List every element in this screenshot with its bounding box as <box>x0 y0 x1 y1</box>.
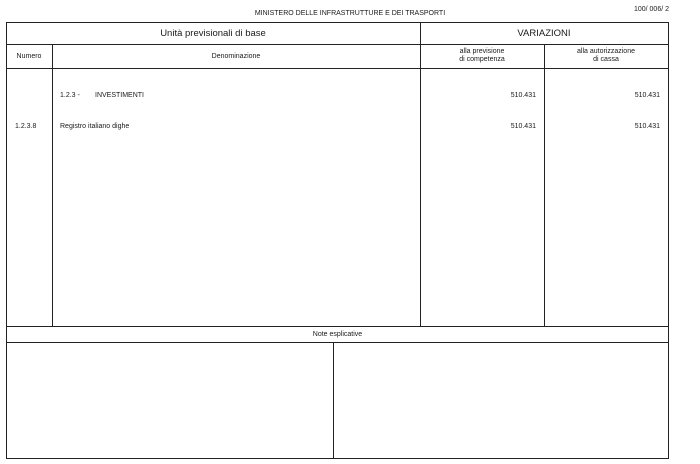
col-header-numero: Numero <box>16 53 42 60</box>
col-header-denominazione: Denominazione <box>211 53 261 60</box>
row-cassa: 510.431 <box>634 123 660 130</box>
notes-left-panel <box>7 343 333 458</box>
col-header-competenza: alla previsione di competenza <box>459 48 505 63</box>
group-header-unita: Unità previsionali di base <box>160 28 266 39</box>
row-cassa: 510.431 <box>634 92 660 99</box>
notes-title: Note esplicative <box>312 331 363 338</box>
row-competenza: 510.431 <box>510 92 536 99</box>
page-code: 100/ 006/ 2 <box>633 6 669 13</box>
ministry-title: MINISTERO DELLE INFRASTRUTTURE E DEI TRASPORTI <box>254 10 446 17</box>
row-competenza: 510.431 <box>510 123 536 130</box>
notes-right-panel <box>334 343 668 458</box>
row-denominazione: Registro italiano dighe <box>60 123 130 130</box>
row-denominazione: INVESTIMENTI <box>95 92 145 99</box>
row-numero: 1.2.3.8 <box>15 123 37 130</box>
row-code: 1.2.3 - <box>60 92 80 99</box>
col-header-cassa: alla autorizzazione di cassa <box>577 48 635 63</box>
group-header-variazioni: VARIAZIONI <box>517 28 571 39</box>
